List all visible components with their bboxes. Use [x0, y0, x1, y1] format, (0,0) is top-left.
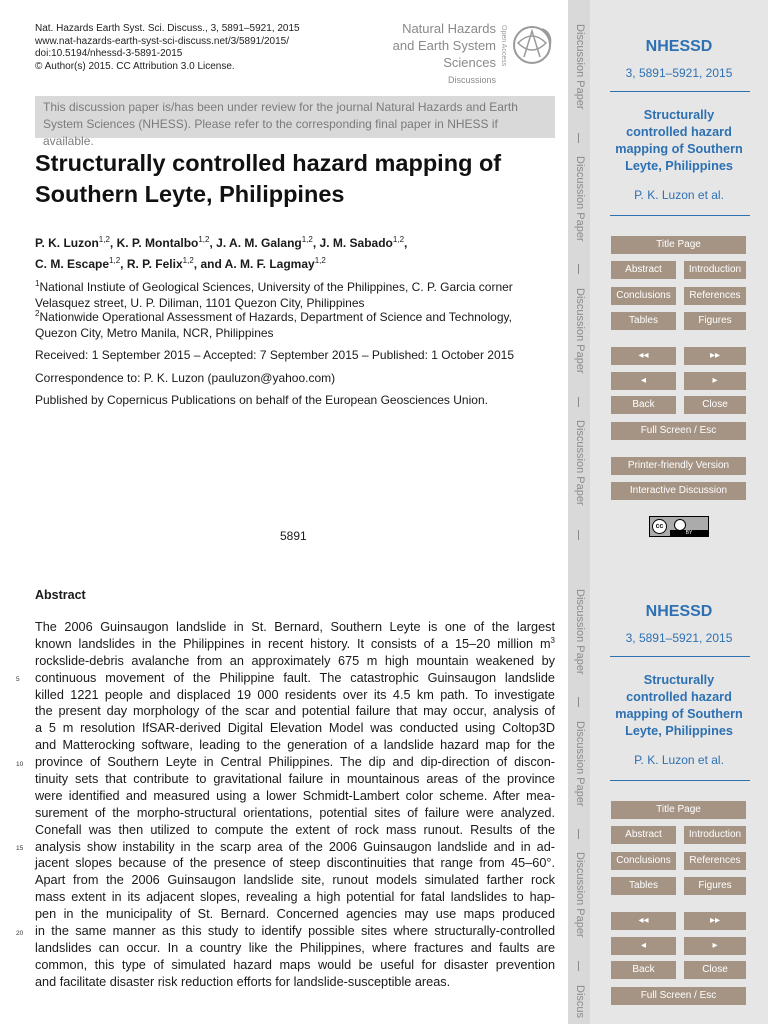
abstract-button[interactable]: Abstract	[611, 826, 676, 844]
references-button[interactable]: References	[684, 852, 746, 870]
strip-separator	[578, 829, 579, 839]
header-line-url[interactable]: www.nat-hazards-earth-syst-sci-discuss.net/3/5891/2015/	[35, 35, 290, 47]
abstract-line: rockslide-debris avalanche from an approximately 675 m high mountain weakened by	[35, 653, 555, 668]
affiliation-2	[35, 306, 555, 341]
sidebar-title-line: mapping of Southern	[615, 707, 743, 721]
journal-abbrev: NHESSD	[645, 38, 713, 55]
sidebar-title-line: controlled hazard	[626, 690, 732, 704]
line-number: 10	[16, 761, 24, 768]
sidebar-authors: P. K. Luzon et al.	[634, 188, 724, 202]
next-page-icon[interactable]: ▸	[684, 372, 746, 390]
abstract-line	[35, 636, 555, 653]
divider	[610, 91, 750, 92]
author-name: R. P. Felix	[126, 257, 183, 271]
line-number: 20	[16, 930, 24, 937]
strip-label-cut: Discus	[574, 985, 586, 1019]
author-and: and	[200, 257, 222, 271]
m3-superscript: 3	[550, 635, 555, 645]
sidebar-authors: P. K. Luzon et al.	[634, 753, 724, 767]
logo-line-3: Sciences	[443, 55, 496, 70]
title-page-button[interactable]: Title Page	[611, 236, 746, 254]
affiliation-sup: 1	[35, 279, 40, 288]
review-notice: This discussion paper is/has been under review for the journal Natural Hazards and Earth System Sciences (NHESS). Please refer to the corresponding final paper in NHESS if available.	[35, 96, 555, 138]
sidebar-title-line: Leyte, Philippines	[625, 159, 733, 173]
divider	[610, 780, 750, 781]
author-name: K. P. Montalbo	[116, 236, 199, 250]
logo-line-1: Natural Hazards	[402, 21, 496, 36]
header-line-license: © Author(s) 2015. CC Attribution 3.0 License.	[35, 60, 235, 72]
correspondence: Correspondence to: P. K. Luzon (pauluzon@yahoo.com)	[35, 371, 336, 385]
strip-label: Discussion Paper	[574, 589, 586, 675]
abstract-line: analysis show instability in the scarp area of the 2006 Guinsaugon landslide and in ad-	[35, 839, 555, 854]
abstract-line-text: known landslides in the Philippines in recent history. It consists of a 15–20 million m	[35, 636, 551, 651]
author-name: J. M. Sabado	[319, 236, 393, 250]
sidebar-title-line: Structurally	[643, 673, 715, 687]
title-page-button[interactable]: Title Page	[611, 801, 746, 819]
introduction-button[interactable]: Introduction	[684, 826, 746, 844]
abstract-line: Conefall was then utilized to compute the extent of rock mass runout. Results of the	[35, 822, 555, 837]
paper-title	[35, 148, 555, 210]
strip-separator	[578, 697, 579, 707]
fullscreen-button[interactable]: Full Screen / Esc	[611, 422, 746, 440]
interactive-discussion-button[interactable]: Interactive Discussion	[611, 482, 746, 500]
abstract-line: landslides can occur. In a country like the Philippines, where fractures and faults are	[35, 940, 555, 955]
navigation-sidebar	[590, 0, 768, 1024]
back-button[interactable]: Back	[611, 961, 676, 979]
author-list: P. K. Luzon$^{1,2}$, K. P. Montalbo$^{1,2}$, J. A. M. Galang$^{1,2}$, J. M. Sabado$^{1,2}$, C. M. Escape$^{1,2}$, R. P. Felix$^{1,2}$, and A. M. F. Lagmay$^{1,2}$	[35, 235, 408, 271]
discussion-paper-strip	[568, 0, 590, 1024]
back-button[interactable]: Back	[611, 396, 676, 414]
strip-label: Discussion Paper	[574, 156, 586, 242]
abstract-heading: Abstract	[35, 588, 86, 602]
author-affil-sup: 1,2	[109, 256, 121, 265]
fullscreen-button[interactable]: Full Screen / Esc	[611, 987, 746, 1005]
abstract-line: province of Southern Leyte in Central Philippines. The dip and dip-direction of discon-	[35, 755, 555, 770]
published-by: Published by Copernicus Publications on behalf of the European Geosciences Union.	[35, 393, 488, 407]
sidebar-paper-title	[590, 672, 768, 740]
abstract-line: continuous movement of the Philippine fault. The catastrophic Guinsaugon landslide	[35, 670, 555, 685]
abstract-line: pen in the municipality of St. Bernard. Concerned agencies may use maps produced	[35, 907, 555, 922]
abstract-line: a 5 m resolution IfSAR-derived Digital Elevation Model was conducted using Coltop3D	[35, 721, 555, 736]
abstract-line: common, this type of simulated hazard maps would be useful for disaster prevention	[35, 957, 555, 972]
cc-by-license-icon[interactable]	[649, 516, 709, 537]
abstract-line: were identified and measured using a lower Schmidt-Lambert color scheme. After mea-	[35, 788, 555, 803]
strip-label: Discussion Paper	[574, 24, 586, 110]
sidebar-paper-title	[590, 107, 768, 175]
strip-label: Discussion Paper	[574, 288, 586, 374]
abstract-line: tinuity sets that contribute to gravitational failure in mountainous areas of the province	[35, 772, 555, 787]
abstract-line: The 2006 Guinsaugon landslide in St. Bernard, Southern Leyte is one of the largest	[35, 620, 555, 634]
cc-icon: cc	[652, 519, 667, 534]
abstract-button[interactable]: Abstract	[611, 261, 676, 279]
strip-separator	[578, 961, 579, 971]
last-page-icon[interactable]: ▸▸	[684, 912, 746, 930]
abstract-body	[35, 619, 555, 991]
page-number: 5891	[280, 529, 307, 543]
references-button[interactable]: References	[684, 287, 746, 305]
strip-label: Discussion Paper	[574, 420, 586, 506]
abstract-line: in the same manner as this study to identify possible sites where structurally-controlled	[35, 924, 555, 939]
strip-label: Discussion Paper	[574, 721, 586, 807]
author-name: P. K. Luzon	[35, 236, 99, 250]
author-affil-sup: 1,2	[392, 235, 405, 244]
received-dates: Received: 1 September 2015 – Accepted: 7 September 2015 – Published: 1 October 2015	[35, 348, 514, 362]
divider	[610, 215, 750, 216]
author-affil-sup: 1,2	[314, 256, 326, 265]
affiliation-sup: 2	[35, 309, 40, 318]
prev-page-icon[interactable]: ◂	[611, 372, 676, 390]
open-access-label: Open Access	[500, 25, 507, 67]
last-page-icon[interactable]: ▸▸	[684, 347, 746, 365]
tables-button[interactable]: Tables	[611, 877, 676, 895]
author-name: J. A. M. Galang	[216, 236, 302, 250]
abstract-line: mass extent in its adjacent slopes, revealing a high potential for fatal landslides to hap-	[35, 890, 555, 905]
conclusions-button[interactable]: Conclusions	[611, 852, 676, 870]
first-page-icon[interactable]: ◂◂	[611, 347, 676, 365]
logo-line-4: Discussions	[447, 75, 496, 85]
by-label: BY	[670, 530, 708, 536]
tables-button[interactable]: Tables	[611, 312, 676, 330]
conclusions-button[interactable]: Conclusions	[611, 287, 676, 305]
volume-info: 3, 5891–5921, 2015	[625, 66, 733, 80]
affiliation-line: National Instiute of Geological Sciences, University of the Philippines, C. P. Garcia corner	[39, 280, 513, 294]
abstract-line: and facilitate disaster risk reduction efforts for landslide-susceptible areas.	[35, 974, 451, 989]
author-affil-sup: 1,2	[301, 235, 313, 244]
line-number: 15	[16, 845, 24, 852]
introduction-button[interactable]: Introduction	[684, 261, 746, 279]
sidebar-title-line: controlled hazard	[626, 125, 732, 139]
close-button[interactable]: Close	[684, 396, 746, 414]
affiliation-line: Quezon City, Metro Manila, NCR, Philippines	[35, 325, 274, 340]
figures-button[interactable]: Figures	[684, 877, 746, 895]
abstract-line: Apart from the 2006 Guinsaugon landslide site, runout models simulated farther rock	[35, 873, 555, 888]
abstract-line: jacent slopes because of the presence of steep discontinuities that range from 45–60°.	[35, 856, 555, 871]
line-number: 5	[16, 676, 20, 683]
title-line-1: Structurally controlled hazard mapping of	[35, 150, 502, 176]
strip-label: Discussion Paper	[574, 852, 586, 938]
title-line-2: Southern Leyte, Philippines	[35, 181, 345, 207]
close-button[interactable]: Close	[684, 961, 746, 979]
author-affil-sup: 1,2	[98, 235, 110, 244]
abstract-line: the present day morphology of the scar and potential failure that may occur, analysis of	[35, 704, 555, 719]
logo-line-2: and Earth System	[392, 38, 496, 53]
sidebar-title-line: Structurally	[643, 108, 715, 122]
author-name: A. M. F. Lagmay	[224, 257, 315, 271]
egu-globe-icon	[512, 23, 556, 79]
printer-friendly-button[interactable]: Printer-friendly Version	[611, 457, 746, 475]
header-line-doi: doi:10.5194/nhessd-3-5891-2015	[35, 48, 183, 59]
author-affil-sup: 1,2	[182, 256, 194, 265]
next-page-icon[interactable]: ▸	[684, 937, 746, 955]
journal-abbrev: NHESSD	[645, 603, 713, 620]
strip-separator	[578, 264, 579, 274]
journal-header	[35, 23, 300, 73]
sidebar-title-line: mapping of Southern	[615, 142, 743, 156]
abstract-line: killed 1221 people and displaced 19 000 residents over its 4.5 km path. To investigate	[35, 687, 555, 702]
abstract-line: surement of the morpho-structural orientations, potential sites of failure were analyzed.	[35, 805, 555, 820]
abstract-line: and Matterocking software, leading to the generation of a landslide hazard map for the	[35, 738, 555, 753]
volume-info: 3, 5891–5921, 2015	[625, 631, 733, 645]
journal-logo	[380, 21, 560, 85]
divider	[610, 656, 750, 657]
affiliation-line: Nationwide Operational Assessment of Hazards, Department of Science and Technology,	[39, 310, 512, 324]
strip-separator	[578, 133, 579, 143]
sidebar-title-line: Leyte, Philippines	[625, 724, 733, 738]
affiliation-line: Velasquez street, U. P. Diliman, 1101 Quezon City, Philippines	[35, 295, 365, 310]
author-affil-sup: 1,2	[198, 235, 210, 244]
first-page-icon[interactable]: ◂◂	[611, 912, 676, 930]
strip-separator	[578, 397, 579, 407]
prev-page-icon[interactable]: ◂	[611, 937, 676, 955]
figures-button[interactable]: Figures	[684, 312, 746, 330]
strip-separator	[578, 530, 579, 540]
header-line-citation: Nat. Hazards Earth Syst. Sci. Discuss., 3, 5891–5921, 2015	[35, 23, 300, 34]
author-name: C. M. Escape	[35, 257, 110, 271]
